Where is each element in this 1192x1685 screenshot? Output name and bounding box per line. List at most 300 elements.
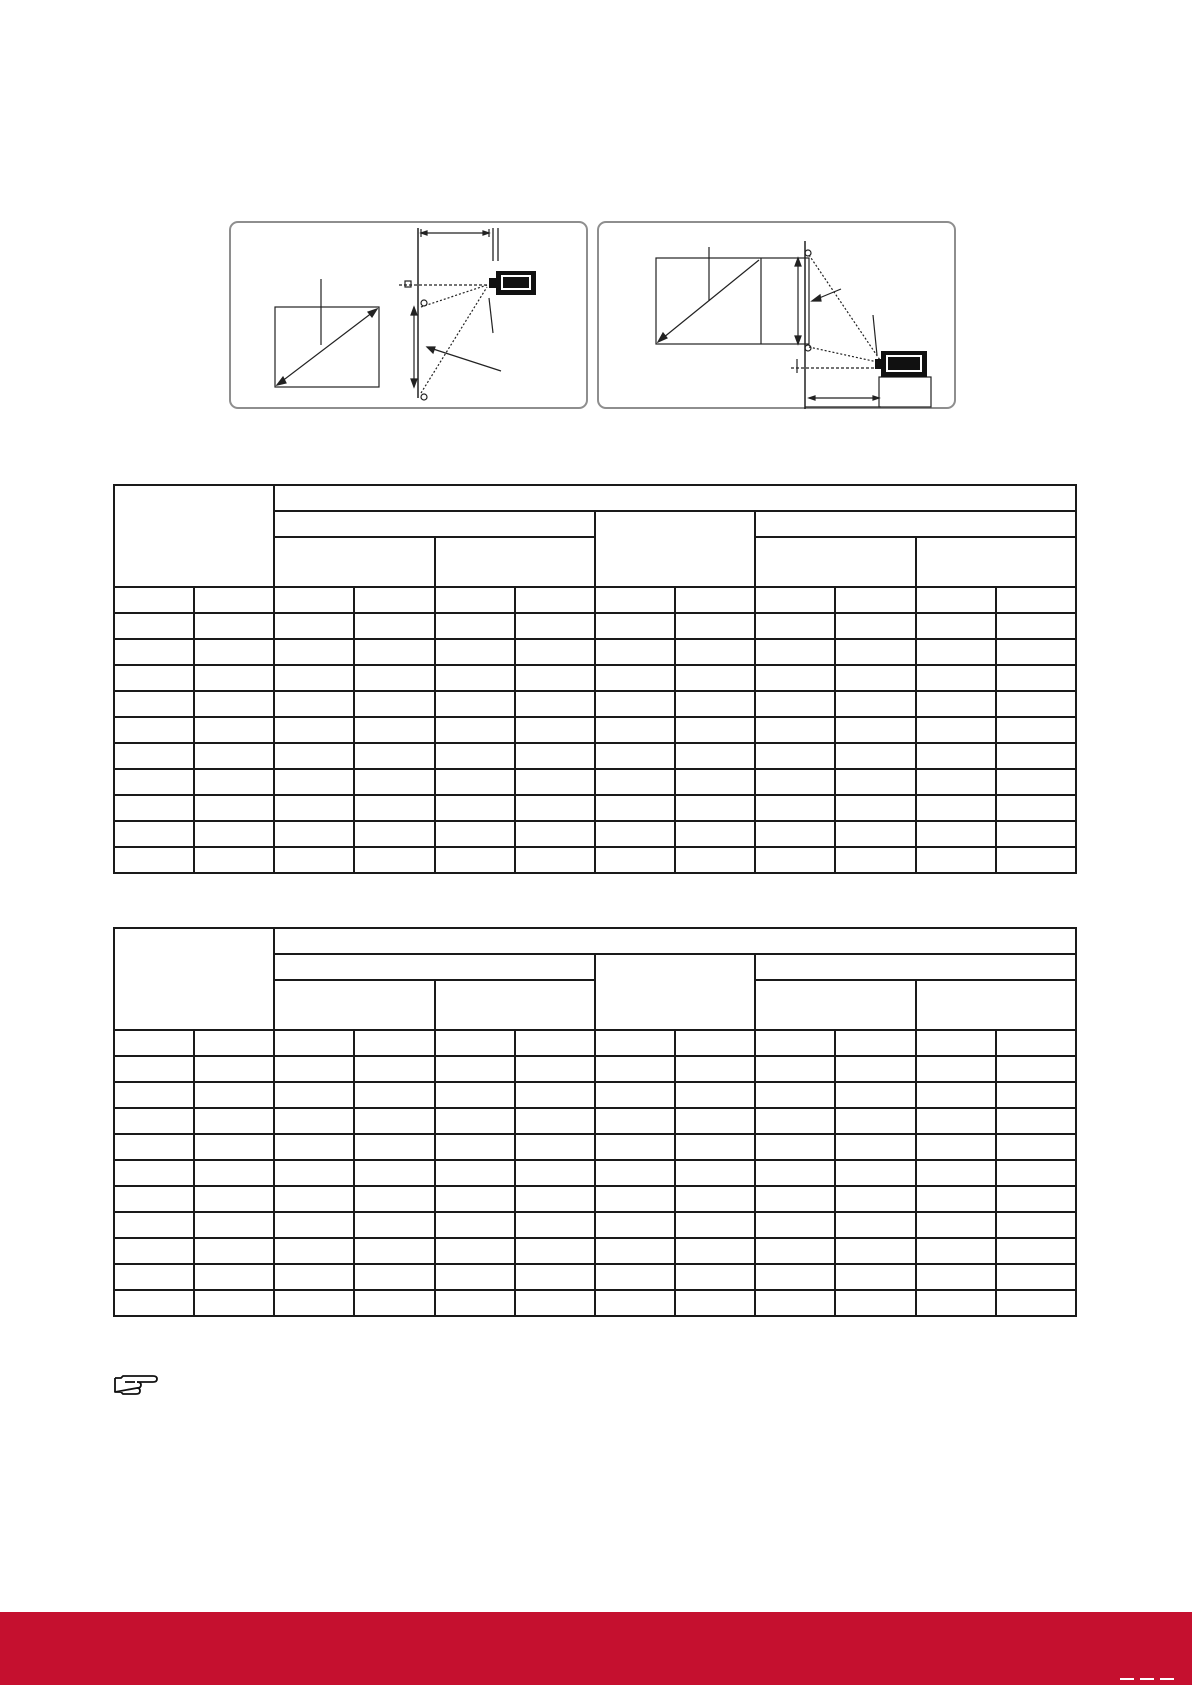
table-cell	[595, 1212, 675, 1238]
table-cell	[354, 1030, 434, 1056]
table-cell	[194, 1108, 274, 1134]
table-cell	[835, 639, 915, 665]
table-cell	[354, 847, 434, 873]
table-cell	[916, 847, 996, 873]
table-cell	[675, 1290, 755, 1316]
table-cell	[916, 743, 996, 769]
table-cell	[114, 1290, 194, 1316]
table-cell	[916, 1264, 996, 1290]
table-cell	[675, 639, 755, 665]
table-cell	[114, 1108, 194, 1134]
table-cell	[274, 613, 354, 639]
table-cell	[354, 665, 434, 691]
table-cell	[515, 769, 595, 795]
table-cell	[194, 639, 274, 665]
table-row	[114, 587, 1076, 613]
table-cell	[916, 769, 996, 795]
table-cell	[354, 639, 434, 665]
table-cell	[274, 1030, 354, 1056]
table-cell	[916, 1160, 996, 1186]
table-cell	[675, 1056, 755, 1082]
table-cell	[916, 1108, 996, 1134]
header-cell	[114, 928, 274, 1030]
table-cell	[835, 821, 915, 847]
table-cell	[755, 1290, 835, 1316]
table-row	[114, 1108, 1076, 1134]
table-cell	[755, 639, 835, 665]
table-row	[114, 1134, 1076, 1160]
table-cell	[435, 1238, 515, 1264]
table-cell	[916, 821, 996, 847]
table-cell	[354, 691, 434, 717]
table-cell	[835, 1264, 915, 1290]
projector-icon	[489, 271, 536, 295]
table-cell	[755, 1134, 835, 1160]
table-cell	[595, 1030, 675, 1056]
table-cell	[114, 613, 194, 639]
table-cell	[996, 1160, 1076, 1186]
table-cell	[435, 665, 515, 691]
table-cell	[435, 1264, 515, 1290]
table-row	[114, 795, 1076, 821]
table-cell	[595, 1290, 675, 1316]
table-cell	[916, 665, 996, 691]
table-cell	[675, 743, 755, 769]
header-cell	[274, 928, 1076, 954]
table-cell	[996, 639, 1076, 665]
table-cell	[515, 821, 595, 847]
table-cell	[515, 1264, 595, 1290]
table-cell	[996, 1082, 1076, 1108]
table-cell	[515, 847, 595, 873]
table-cell	[114, 1160, 194, 1186]
table-cell	[996, 587, 1076, 613]
table-cell	[835, 847, 915, 873]
table-cell	[755, 821, 835, 847]
table-cell	[755, 717, 835, 743]
table-row	[114, 1186, 1076, 1212]
table-cell	[595, 1186, 675, 1212]
table-cell	[996, 1238, 1076, 1264]
table-cell	[194, 795, 274, 821]
table-cell	[675, 1108, 755, 1134]
table-cell	[835, 1212, 915, 1238]
table-cell	[515, 587, 595, 613]
table-row	[114, 1264, 1076, 1290]
table-cell	[354, 717, 434, 743]
table-row	[114, 1056, 1076, 1082]
table-cell	[274, 795, 354, 821]
table-cell	[194, 1056, 274, 1082]
table-cell	[354, 587, 434, 613]
footer-marks	[1118, 1675, 1178, 1681]
table-cell	[274, 691, 354, 717]
header-cell	[274, 980, 434, 1030]
table-cell	[916, 717, 996, 743]
floor-projection-diagram	[597, 221, 956, 409]
table-row	[114, 691, 1076, 717]
table-cell	[755, 1056, 835, 1082]
table-cell	[835, 717, 915, 743]
table-cell	[515, 1082, 595, 1108]
table-cell	[755, 665, 835, 691]
table-cell	[996, 847, 1076, 873]
table-cell	[194, 1238, 274, 1264]
table-cell	[114, 1186, 194, 1212]
table-cell	[916, 1056, 996, 1082]
table-cell	[595, 717, 675, 743]
table-cell	[435, 1212, 515, 1238]
table-cell	[114, 639, 194, 665]
ceiling-projection-drawing	[231, 223, 590, 411]
table-cell	[755, 1238, 835, 1264]
table-cell	[515, 639, 595, 665]
table-cell	[194, 1134, 274, 1160]
table-cell	[996, 1290, 1076, 1316]
table-cell	[515, 1160, 595, 1186]
table-cell	[996, 1212, 1076, 1238]
table-cell	[755, 847, 835, 873]
table-cell	[354, 1186, 434, 1212]
table-cell	[274, 743, 354, 769]
header-cell	[435, 980, 595, 1030]
table-cell	[835, 587, 915, 613]
table-cell	[515, 691, 595, 717]
screen-diagonal	[277, 309, 377, 385]
table-cell	[916, 613, 996, 639]
projection-table-1	[113, 484, 1077, 874]
table-cell	[755, 1030, 835, 1056]
table-cell	[835, 1290, 915, 1316]
table-cell	[515, 613, 595, 639]
table-cell	[916, 1238, 996, 1264]
header-cell	[595, 954, 755, 1030]
table-cell	[435, 795, 515, 821]
table-cell	[194, 1082, 274, 1108]
table-cell	[435, 743, 515, 769]
table-cell	[274, 769, 354, 795]
table-stand	[879, 377, 931, 407]
table-cell	[274, 1108, 354, 1134]
table-cell	[755, 769, 835, 795]
table-cell	[515, 1108, 595, 1134]
table-cell	[515, 1056, 595, 1082]
table-cell	[675, 1160, 755, 1186]
table-row	[114, 743, 1076, 769]
table-cell	[595, 769, 675, 795]
table-cell	[595, 1056, 675, 1082]
table-cell	[435, 1160, 515, 1186]
table-cell	[755, 1082, 835, 1108]
table-cell	[515, 717, 595, 743]
table-cell	[835, 769, 915, 795]
table-header-row	[114, 928, 1076, 954]
table-cell	[595, 613, 675, 639]
table-cell	[675, 1030, 755, 1056]
table-cell	[194, 1264, 274, 1290]
table-cell	[996, 821, 1076, 847]
table-header-row	[114, 485, 1076, 511]
table-cell	[675, 1082, 755, 1108]
table-cell	[194, 1030, 274, 1056]
header-cell	[755, 980, 915, 1030]
table-cell	[595, 821, 675, 847]
table-cell	[675, 1264, 755, 1290]
table-cell	[675, 769, 755, 795]
header-cell	[274, 485, 1076, 511]
header-cell	[755, 537, 915, 587]
table-cell	[595, 1264, 675, 1290]
table-cell	[194, 691, 274, 717]
table-cell	[835, 1108, 915, 1134]
table-cell	[996, 1056, 1076, 1082]
table-cell	[274, 821, 354, 847]
table-cell	[755, 691, 835, 717]
table-cell	[114, 1212, 194, 1238]
table-cell	[435, 613, 515, 639]
table-cell	[675, 1186, 755, 1212]
floor-projection-drawing	[599, 223, 958, 411]
table-cell	[354, 795, 434, 821]
table-cell	[114, 769, 194, 795]
table-cell	[435, 821, 515, 847]
table-cell	[675, 613, 755, 639]
table-cell	[595, 1238, 675, 1264]
table-cell	[194, 665, 274, 691]
table-cell	[835, 743, 915, 769]
table-cell	[435, 1186, 515, 1212]
table-cell	[916, 1212, 996, 1238]
table-cell	[274, 1264, 354, 1290]
table-cell	[114, 821, 194, 847]
table-cell	[996, 1108, 1076, 1134]
table-cell	[595, 639, 675, 665]
table-cell	[675, 821, 755, 847]
table-cell	[916, 639, 996, 665]
header-cell	[435, 537, 595, 587]
table-cell	[114, 1134, 194, 1160]
table-cell	[675, 1238, 755, 1264]
table-cell	[515, 795, 595, 821]
table-cell	[114, 717, 194, 743]
table-cell	[675, 1212, 755, 1238]
table-row	[114, 847, 1076, 873]
table-cell	[515, 1212, 595, 1238]
table-cell	[916, 1134, 996, 1160]
table-cell	[916, 1030, 996, 1056]
table-cell	[755, 1160, 835, 1186]
table-cell	[916, 691, 996, 717]
table-cell	[354, 1082, 434, 1108]
table-cell	[675, 795, 755, 821]
table-cell	[435, 717, 515, 743]
table-cell	[835, 795, 915, 821]
table-cell	[595, 587, 675, 613]
table-cell	[114, 743, 194, 769]
header-cell	[916, 537, 1076, 587]
table-cell	[675, 717, 755, 743]
table-cell	[274, 587, 354, 613]
table-row	[114, 1030, 1076, 1056]
table-cell	[194, 1160, 274, 1186]
table-cell	[595, 665, 675, 691]
table-cell	[354, 1108, 434, 1134]
table-cell	[114, 1056, 194, 1082]
table-cell	[916, 1186, 996, 1212]
table-cell	[194, 769, 274, 795]
table-cell	[996, 1186, 1076, 1212]
table-cell	[835, 665, 915, 691]
table-row	[114, 1290, 1076, 1316]
table-row	[114, 639, 1076, 665]
table-cell	[755, 1264, 835, 1290]
table-cell	[595, 795, 675, 821]
table-cell	[996, 743, 1076, 769]
table-cell	[595, 1134, 675, 1160]
table-cell	[354, 743, 434, 769]
table-cell	[435, 1030, 515, 1056]
table-cell	[354, 769, 434, 795]
table-cell	[274, 665, 354, 691]
table-cell	[996, 1134, 1076, 1160]
table-cell	[435, 1290, 515, 1316]
table-cell	[916, 587, 996, 613]
table-cell	[996, 613, 1076, 639]
table-cell	[114, 847, 194, 873]
table-cell	[194, 1186, 274, 1212]
table-cell	[675, 691, 755, 717]
table-cell	[996, 1030, 1076, 1056]
table-cell	[675, 587, 755, 613]
table-row	[114, 769, 1076, 795]
table-cell	[835, 1238, 915, 1264]
table-cell	[755, 1212, 835, 1238]
table-cell	[595, 1108, 675, 1134]
table-cell	[435, 639, 515, 665]
table-cell	[916, 1290, 996, 1316]
table-cell	[835, 1186, 915, 1212]
table-cell	[515, 1134, 595, 1160]
table-cell	[435, 847, 515, 873]
table-cell	[996, 691, 1076, 717]
table-cell	[435, 769, 515, 795]
table-cell	[354, 1290, 434, 1316]
table-cell	[274, 1186, 354, 1212]
table-cell	[114, 1264, 194, 1290]
header-cell	[595, 511, 755, 587]
table-cell	[435, 691, 515, 717]
table-cell	[996, 769, 1076, 795]
table-row	[114, 717, 1076, 743]
table-cell	[595, 847, 675, 873]
pointing-hand-icon	[113, 1374, 159, 1401]
table-cell	[274, 1238, 354, 1264]
table-cell	[835, 1030, 915, 1056]
table-cell	[675, 665, 755, 691]
table-cell	[274, 1160, 354, 1186]
table-cell	[354, 613, 434, 639]
table-cell	[274, 847, 354, 873]
table-cell	[916, 1082, 996, 1108]
table-cell	[595, 743, 675, 769]
header-cell	[274, 954, 595, 980]
table-cell	[595, 691, 675, 717]
table-cell	[755, 587, 835, 613]
table-cell	[435, 587, 515, 613]
table-cell	[114, 1030, 194, 1056]
table-cell	[515, 1186, 595, 1212]
screen-rect	[656, 258, 809, 344]
table-cell	[354, 1238, 434, 1264]
table-cell	[194, 847, 274, 873]
table-cell	[675, 1134, 755, 1160]
table-cell	[916, 795, 996, 821]
table-cell	[835, 1056, 915, 1082]
table-cell	[194, 587, 274, 613]
table-cell	[194, 743, 274, 769]
table-row	[114, 1238, 1076, 1264]
table-cell	[354, 1056, 434, 1082]
table-cell	[595, 1082, 675, 1108]
table-cell	[354, 1264, 434, 1290]
table-cell	[755, 1186, 835, 1212]
table-cell	[515, 743, 595, 769]
table-cell	[435, 1056, 515, 1082]
table-row	[114, 613, 1076, 639]
table-cell	[515, 665, 595, 691]
table-cell	[274, 1134, 354, 1160]
table-cell	[755, 1108, 835, 1134]
table-cell	[114, 587, 194, 613]
table-cell	[996, 665, 1076, 691]
table-cell	[194, 1290, 274, 1316]
table-row	[114, 1212, 1076, 1238]
table-cell	[515, 1290, 595, 1316]
table-cell	[435, 1082, 515, 1108]
table-cell	[354, 1212, 434, 1238]
table-cell	[194, 1212, 274, 1238]
table-cell	[675, 847, 755, 873]
ceiling-projection-diagram	[229, 221, 588, 409]
table-cell	[354, 1134, 434, 1160]
table-cell	[435, 1134, 515, 1160]
table-row	[114, 1082, 1076, 1108]
projector-icon	[875, 351, 927, 377]
table-cell	[515, 1030, 595, 1056]
projection-table-2	[113, 927, 1077, 1317]
header-cell	[274, 511, 595, 537]
header-cell	[916, 980, 1076, 1030]
table-cell	[835, 691, 915, 717]
table-cell	[354, 821, 434, 847]
table-cell	[755, 795, 835, 821]
table-cell	[835, 1160, 915, 1186]
table-cell	[835, 613, 915, 639]
table-cell	[996, 717, 1076, 743]
header-cell	[755, 954, 1076, 980]
table-cell	[996, 795, 1076, 821]
table-cell	[435, 1108, 515, 1134]
table-cell	[114, 665, 194, 691]
header-cell	[755, 511, 1076, 537]
table-row	[114, 821, 1076, 847]
table-cell	[354, 1160, 434, 1186]
table-cell	[835, 1082, 915, 1108]
table-cell	[114, 795, 194, 821]
table-cell	[274, 1082, 354, 1108]
table-row	[114, 1160, 1076, 1186]
footer-bar	[0, 1612, 1192, 1685]
